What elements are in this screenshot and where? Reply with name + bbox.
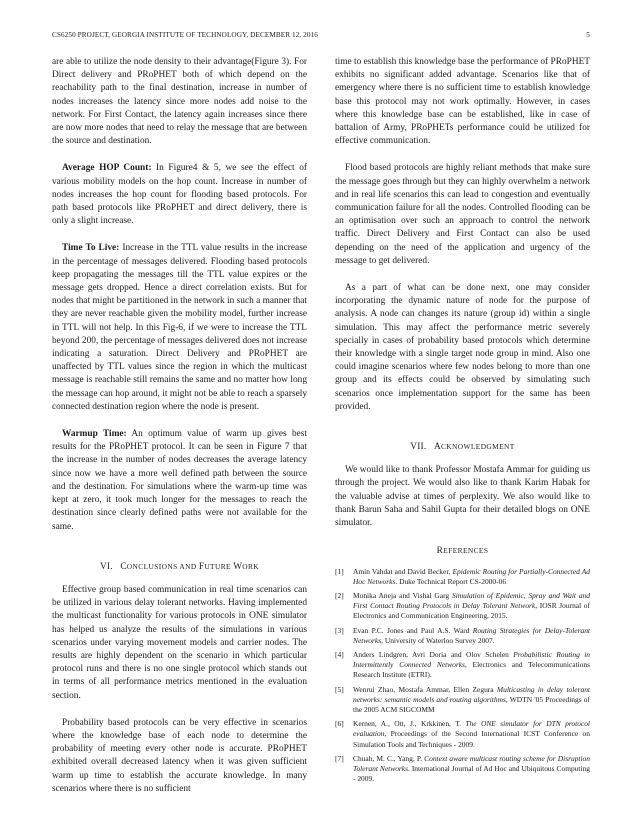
paragraph-latency-continued: are able to utilize the node density to their advantage(Figure 3). For Direct delivery and PRoPHET both of which depend on the reachability path to the final destination, increase in number of nodes increases the latency since more nodes add noise to the network. For First Contact, the latency again increases since there are now more nodes that need to relay the message that are between the source and destination. bbox=[52, 57, 307, 147]
reference-authors: Amin Vahdat and David Becker, bbox=[353, 566, 453, 576]
paragraph-flood-based: Flood based protocols are highly reliant methods that make sure the message goes through but they can highly overwhelm a network and in real life scenarios this can lead to congestion and eventually communication failure for all the nodes. Controlled flooding can be an optimisation over such an approach to control the network traffic. Direct Delivery and First Contact can also be used depending on the need of the application and urgency of the message to get delivered. bbox=[335, 163, 590, 266]
reference-title: Probabilistic Routing in Intermittently Connected Networks bbox=[353, 649, 590, 670]
reference-title: Simulation of Epidemic, Spray and Wait and First Contact Routing Protocols in Delay Tolerant Network bbox=[353, 590, 590, 611]
heading-cap: A bbox=[434, 442, 441, 453]
hop-count-text: In Figure4 & 5, we see the effect of various mobility models on the hop count. Increase in number of nodes increases the hop count for flooding based protocols. For path based protocols like PRoPHET and direct delivery, there is only a slight increase. bbox=[52, 163, 307, 227]
section-heading-acknowledgment bbox=[335, 440, 590, 454]
reference-authors: Evan P.C. Jones and Paul A.S. Ward bbox=[353, 625, 473, 635]
reference-item bbox=[335, 567, 590, 587]
reference-authors: Kernen, A., Ott, J., Krkkinen, T. bbox=[353, 719, 466, 729]
reference-venue: , University of Waterloo Survey 2007. bbox=[381, 635, 495, 645]
reference-item bbox=[335, 754, 590, 785]
paragraph-conclusion-2: Probability based protocols can be very effective in scenarios where the knowledge base of each node to determine the probability of meeting every other node is accurate. PRoPHET exhibited overall decreased latency when it was given sufficient warm up time to establish the accurate knowledge. In many scenarios where there is no sufficient bbox=[52, 717, 307, 794]
heading-smallcaps: UTURE bbox=[204, 561, 234, 571]
paragraph-future-work: As a part of what can be done next, one may consider incorporating the dynamic nature of node for the purpose of analysis. A node can changes its nature (group id) within a single simulation. This may affect the performance metric severely specially in cases of probability based protocols which determine their knowledge with a single target node group in mind. Also one could imagine scenarios where few nodes belong to more than one group and its effects could be observed by simulating such scenarios once implementation support for the same has been provided. bbox=[335, 283, 590, 412]
running-title: CS6250 PROJECT, GEORGIA INSTITUTE OF TECHNOLOGY, DECEMBER 12, 2016 bbox=[52, 31, 318, 39]
heading-cap: W bbox=[233, 561, 243, 572]
hop-count-label: Average HOP Count: bbox=[62, 163, 152, 174]
reference-item bbox=[335, 591, 590, 622]
references-heading bbox=[335, 544, 590, 558]
section-heading-conclusions bbox=[52, 560, 307, 574]
reference-venue: , WDTN '05 Proceedings of the 2005 ACM SIGCOMM bbox=[353, 694, 591, 714]
heading-cap: F bbox=[198, 561, 205, 572]
paragraph-knowledge-continued: time to establish this knowledge base the performance of PRoPHET exhibits no significant added advantage. Scenarios like that of emergency where there is no sufficient time to establish knowledge base this protocol may not work optimally. However, in cases where this knowledge base can be established, like in case of battalion of Army, PRoPHETs performance could be utilized for effective communication. bbox=[335, 57, 590, 147]
reference-item bbox=[335, 626, 590, 646]
page-number: 5 bbox=[586, 31, 590, 39]
reference-authors: Anders Lindgren, Avri Doria and Olov Schelen bbox=[353, 649, 514, 659]
paragraph-hop-count bbox=[52, 162, 307, 228]
reference-authors: Chuah, M. C., Yang, P. bbox=[353, 753, 425, 763]
heading-smallcaps: ONCLUSIONS AND bbox=[126, 561, 199, 571]
reference-title: Multicasting in delay tolerant networks: semantic models and routing algorithms bbox=[353, 684, 590, 704]
reference-venue: , IOSR Journal of Electronics and Communication Engineering, 2015. bbox=[353, 601, 590, 621]
reference-item bbox=[335, 650, 590, 681]
paragraph-warmup bbox=[52, 428, 307, 534]
heading-smallcaps: ORK bbox=[242, 561, 260, 571]
warmup-text: An optimum value of warm up gives best results for the PRoPHET protocol. It can be seen in Figure 7 that the increase in the number of nodes decreases the average latency since now we have a more well defined path between the source and the destination. For simulations where the warm-up time was kept at zero, it took much longer for the messages to reach the destination since clearly defined paths were not available for the same. bbox=[52, 429, 307, 532]
paragraph-ttl bbox=[52, 242, 307, 414]
heading-smallcaps: CKNOWLEDGMENT bbox=[440, 442, 515, 452]
heading-cap: C bbox=[120, 561, 127, 572]
paragraph-acknowledgment: We would like to thank Professor Mostafa Ammar for guiding us through the project. We would also like to thank Karim Habak for the valuable advise at times of perplexity. We also would like to thank Barun Saha and Sahil Gupta for their detailed blogs on ONE simulator. bbox=[335, 465, 590, 529]
reference-venue: . International Journal of Ad Hoc and Ubiquitous Computing - 2009. bbox=[353, 763, 590, 784]
reference-number: [5] bbox=[335, 684, 344, 694]
reference-list bbox=[335, 567, 590, 785]
reference-number: [1] bbox=[335, 566, 344, 576]
reference-title: Routing Strategies for Delay-Tolerant Networks bbox=[353, 625, 590, 645]
reference-number: [4] bbox=[335, 649, 344, 659]
reference-number: [3] bbox=[335, 625, 344, 635]
reference-number: [2] bbox=[335, 590, 344, 600]
heading-cap: R bbox=[436, 546, 444, 557]
ttl-text: Increase in the TTL value results in the increase in the percentage of messages delivered. Flooding based protocols keep propagating the messages till the TTL value expires or the message gets dropped. Hence a direct correlation exists. But for nodes that might be partitioned in the network in such a manner that they are never reachable given the mobility model, further increase in TTL will not help. In this Fig-6, if we were to increase the TTL beyond 200, the percentage of messages delivered does not increase indicating a saturation. Direct Delivery and PRoPHET are unaffected by TTL values since the region in which the multicast message is reachable still remains the same and no matter how long the message can hop around, it might not be able to reach a sparsely connected destination region where the node is present. bbox=[52, 243, 307, 412]
ttl-label: Time To Live: bbox=[62, 243, 120, 254]
right-column bbox=[335, 56, 590, 788]
reference-title: The ONE simulator for DTN protocol evaluation bbox=[353, 719, 590, 739]
reference-number: [7] bbox=[335, 753, 344, 763]
reference-venue: , Electronics and Telecommunications Research Institute (ETRI). bbox=[353, 660, 590, 680]
reference-item bbox=[335, 685, 590, 716]
section-number: VII. bbox=[410, 442, 427, 453]
heading-smallcaps: EFERENCES bbox=[443, 546, 489, 556]
warmup-label: Warmup Time: bbox=[62, 429, 127, 440]
reference-venue: , Proceedings of the Second International ICST Conference on Simulation Tools and Techniques - 2009. bbox=[353, 729, 590, 749]
section-number: VI. bbox=[99, 561, 113, 572]
left-column bbox=[52, 56, 307, 810]
reference-title: Epidemic Routing for Partially-Connected Ad Hoc Networks bbox=[353, 566, 591, 586]
reference-authors: Wenrui Zhao, Mostafa Ammar, Ellen Zegura bbox=[353, 684, 497, 694]
reference-number: [6] bbox=[335, 719, 344, 729]
reference-item bbox=[335, 719, 590, 750]
reference-venue: . Duke Technical Report CS-2000-06 bbox=[395, 576, 507, 586]
paragraph-conclusion-1: Effective group based communication in real time scenarios can be utilized in various delay tolerant networks. Having implemented the multicast functionality for various protocols in ONE simulator has helped us analyze the results of the simulations in various scenarios under varying movement models and carrier nodes. The results are highly dependent on the scenario in which particular protocol runs and there is no one single protocol which stands out in terms of all performance metrics mentioned in the evaluation section. bbox=[52, 584, 307, 701]
reference-authors: Monika Aneja and Vishal Garg bbox=[353, 590, 452, 600]
reference-title: Context aware multicast routing scheme for Disruption Tolerant Networks bbox=[353, 753, 590, 773]
